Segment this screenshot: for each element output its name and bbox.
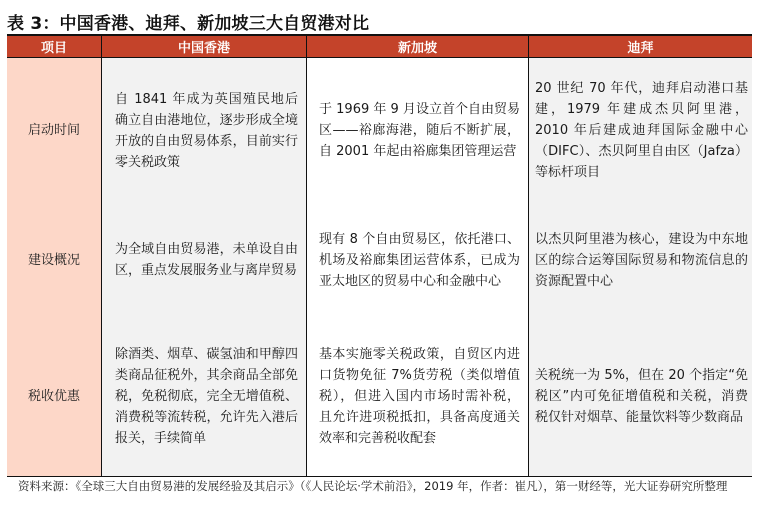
cell-dubai: [528, 58, 752, 203]
cell-text: 自 1841 年成为英国殖民地后确立自由港地位，逐步形成全境开放的自由贸易体系，目前实行零关税政策: [115, 91, 298, 170]
cell-singapore: [306, 317, 528, 476]
cell-singapore: [306, 203, 528, 317]
cell-hong-kong: [101, 317, 306, 476]
cell-text: 以杰贝阿里港为核心，建设为中东地区的综合运筹国际贸易和物流信息的资源配置中心: [535, 231, 748, 289]
cell-text: 基本实施零关税政策，自贸区内进口货物免征 7%货劳税（类似增值税），但进入国内市场时需补税，且允许进项税抵扣，具备高度通关效率和完善税收配套: [319, 347, 520, 446]
row-label: 税收优惠: [7, 317, 101, 476]
header-hong-kong: 中国香港: [101, 36, 306, 57]
cell-text: 关税统一为 5%，但在 20 个指定“免税区”内可免征增值税和关税，消费税仅针对烟草、能量饮料等少数商品: [535, 368, 748, 425]
cell-dubai: [528, 203, 752, 317]
header-singapore: 新加坡: [306, 36, 528, 57]
source-note: 资料来源：《全球三大自由贸易港的发展经验及其启示》（《人民论坛·学术前沿》，2019 年，作者：崔凡），第一财经等，光大证券研究所整理: [18, 479, 728, 493]
row-label: 启动时间: [7, 58, 101, 203]
cell-hong-kong: [101, 58, 306, 203]
cell-text: 现有 8 个自由贸易区，依托港口、机场及裕廊集团运营体系，已成为亚太地区的贸易中心和金融中心: [319, 231, 520, 289]
cell-hong-kong: [101, 203, 306, 317]
cell-dubai: [528, 317, 752, 476]
cell-singapore: [306, 58, 528, 203]
table-row-launch-time: [7, 58, 752, 203]
table-title: 表 3：中国香港、迪拜、新加坡三大自贸港对比: [7, 14, 370, 34]
comparison-table: [7, 34, 752, 477]
table-row-construction: [7, 203, 752, 317]
header-item: 项目: [40, 41, 67, 56]
cell-text: 20 世纪 70 年代，迪拜启动港口基建，1979 年建成杰贝阿里港，2010 年后建成迪拜国际金融中心（DIFC）、杰贝阿里自由区（Jafza）等标杆项目: [535, 81, 748, 180]
table-header-row: [7, 36, 752, 58]
row-label: 建设概况: [7, 203, 101, 317]
cell-text: 为全域自由贸易港，未单设自由区，重点发展服务业与离岸贸易: [115, 242, 298, 278]
cell-text: 除酒类、烟草、碳氢油和甲醇四类商品征税外，其余商品全部免税，免税彻底，完全无增值税、消费税等流转税，允许先入港后报关，手续简单: [115, 347, 298, 446]
header-dubai: 迪拜: [528, 36, 752, 57]
cell-text: 于 1969 年 9 月设立首个自由贸易区——裕廊海港，随后不断扩展，自 2001 年起由裕廊集团管理运营: [319, 102, 520, 159]
table-row-tax: [7, 317, 752, 476]
